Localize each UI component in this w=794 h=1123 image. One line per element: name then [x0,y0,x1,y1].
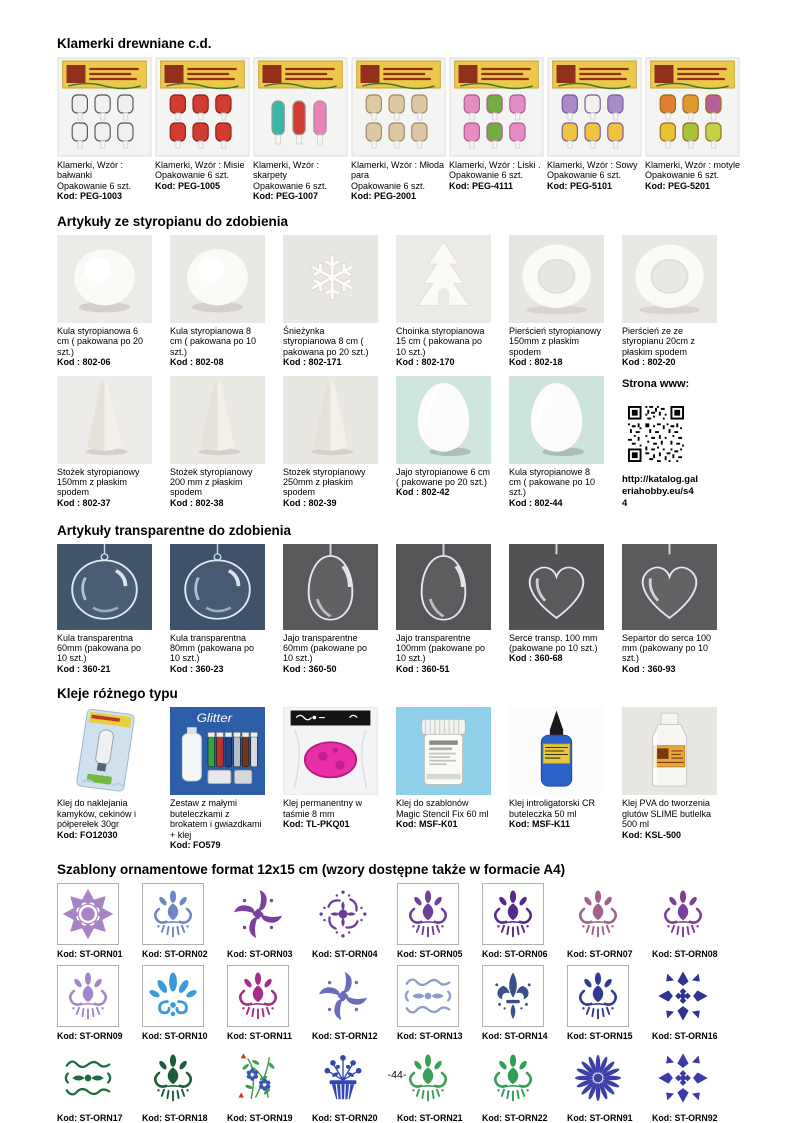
styropian-row2 [57,376,742,511]
stencil-item [397,883,482,959]
product-caption [283,633,378,675]
section-title-transparentne: Artykuły transparentne do zdobienia [57,522,292,538]
product-photo [283,707,378,795]
stencil-code: Kod: ST-ORN19 [227,1113,293,1123]
product-photo [622,235,717,323]
product-name: Klamerki, Wzór : Sowy [547,160,638,170]
stencil-image [227,965,289,1027]
transparent-photo [509,544,604,630]
stencil-item [227,883,312,959]
stencil-code: Kod: ST-ORN01 [57,949,123,960]
product-card [170,707,265,850]
product-caption [57,326,152,368]
product-code: Kod: PEG-4111 [449,180,514,191]
stencil-image [652,965,714,1027]
package-photo [547,57,642,157]
product-photo [547,57,642,157]
product-code: Kod : 802-38 [170,497,224,508]
product-card [283,235,378,368]
product-photo [283,544,378,630]
product-desc: Kula styropianowa 6 cm ( pakowana po 20 szt.) [57,325,144,357]
product-caption [396,326,491,368]
product-name: Klamerki, Wzór : motyle [645,160,741,170]
product-desc: Stożek styropianowy 200 mm z płaskim spodem [170,466,253,498]
product-desc: Stożek styropianowy 150mm z płaskim spodem [57,466,140,498]
stencil-code: Kod: ST-ORN92 [652,1113,718,1123]
product-card [509,707,604,829]
product-card [622,707,717,840]
product-code: Kod : 802-171 [283,357,342,368]
stencil-code: Kod: ST-ORN14 [482,1031,548,1042]
product-desc: Stożek styropianowy 250mm z płaskim spodem [283,466,366,498]
stencil-image [397,883,459,945]
stencil-item [482,965,567,1041]
product-caption [170,798,265,850]
stencil-item [142,883,227,959]
product-card [57,57,152,202]
product-caption [645,160,740,191]
product-code: Kod: PEG-1005 [155,180,221,191]
stencil-ornament-icon [145,968,201,1024]
stencil-code: Kod: ST-ORN22 [482,1113,548,1123]
stencil-item [652,1047,737,1123]
product-photo [449,57,544,157]
product-card [645,57,740,191]
stencil-image [312,883,374,945]
product-desc: Klej permanentny w taśmie 8 mm [283,798,363,819]
product-card [283,376,378,509]
product-card [622,544,717,675]
product-card [622,235,717,368]
product-code: Kod : 802-44 [509,497,563,508]
product-photo [351,57,446,157]
stencil-ornament-icon [60,968,116,1024]
kleje-grid [57,707,742,850]
package-photo [351,57,446,157]
product-desc: Zestaw z małymi buteleczkami z brokatem i gwiazdkami + klej [170,798,262,840]
product-desc: Klej do szablonów Magic Stencil Fix 60 ml [396,798,489,819]
product-caption [170,326,265,368]
product-photo [622,707,717,795]
product-desc: Kula styropianowe 8 cm ( pakowane po 10 szt.) [509,466,596,498]
product-desc: Jajo transparentne 60mm (pakowane po 10 szt.) [283,632,368,664]
stencil-item [397,1047,482,1123]
styrofoam-photo [396,235,491,323]
blue-bottle-photo [509,707,604,795]
clear-bottle-photo [622,707,717,795]
product-card [509,376,604,509]
product-photo [622,544,717,630]
product-desc: Klej PVA do tworzenia glutów SLIME butlelka 500 ml [622,798,712,830]
svg-text:Glitter: Glitter [196,710,233,726]
product-photo [509,544,604,630]
product-pack: Opakowanie 6 szt. [155,170,230,181]
product-name: Klamerki, Wzór : skarpety [253,160,320,181]
product-photo [396,235,491,323]
stencil-ornament-icon [485,968,541,1024]
product-code: Kod: PEG-1003 [57,191,123,202]
product-caption [283,467,378,509]
product-code: Kod : 802-20 [622,357,676,368]
product-photo [170,544,265,630]
product-card [155,57,250,191]
jar-photo [396,707,491,795]
product-code: Kod : 802-06 [57,357,111,368]
stencil-item [57,883,142,959]
stencil-image [482,883,544,945]
product-code: Kod : 802-39 [283,497,337,508]
stencil-item [652,883,737,959]
product-card [396,376,491,498]
product-photo [170,235,265,323]
stencil-ornament-icon [60,886,116,942]
product-code: Kod : 360-68 [509,653,563,664]
product-card [509,544,604,664]
product-code: Kod: PEG-1007 [253,191,319,202]
stencil-ornament-icon [655,886,711,942]
stencil-item [312,883,397,959]
stencil-image [567,883,629,945]
stencil-ornament-icon [315,886,371,942]
stencil-image [142,883,204,945]
product-pack: Opakowanie 6 szt. [253,180,328,191]
product-caption [449,160,544,191]
stencil-item [312,1047,397,1123]
product-code: Kod: MSF-K11 [509,819,571,830]
product-pack: Opakowanie 6 szt. [547,170,622,181]
stencil-item [57,965,142,1041]
styrofoam-photo [622,235,717,323]
www-block [622,376,717,511]
package-photo [57,57,152,157]
product-desc: Śnieżynka styropianowa 8 cm ( pakowana po 20 szt.) [283,325,369,357]
product-desc: Kula styropianowa 8 cm ( pakowana po 10 szt.) [170,325,257,357]
stencil-code: Kod: ST-ORN11 [227,1031,293,1042]
product-name: Klamerki, Wzór : bałwanki [57,160,124,181]
section-title-kleje: Kleje różnego typu [57,686,178,702]
section-klamerki [57,36,742,202]
product-code: Kod : 802-42 [396,487,450,498]
stencil-item [567,1047,652,1123]
stencil-ornament-icon [230,886,286,942]
glitter-set-photo [170,707,265,795]
stencil-item [227,1047,312,1123]
section-szablony [57,862,742,1123]
stencil-code: Kod: ST-ORN20 [312,1113,378,1123]
stencil-code: Kod: ST-ORN13 [397,1031,463,1042]
styrofoam-photo [509,235,604,323]
product-code: Kod: KSL-500 [622,829,682,840]
stencil-ornament-icon [145,886,201,942]
product-photo [509,235,604,323]
stencil-code: Kod: ST-ORN05 [397,949,463,960]
product-photo [253,57,348,157]
product-caption [509,467,604,509]
stencil-code: Kod: ST-ORN12 [312,1031,378,1042]
product-photo [396,544,491,630]
product-desc: Klej introligatorski CR buteleczka 50 ml [509,798,596,819]
package-photo [449,57,544,157]
product-code: Kod: PEG-5201 [645,180,711,191]
product-caption [170,633,265,675]
stencil-code: Kod: ST-ORN10 [142,1031,208,1042]
product-code: Kod: TL-PKQ01 [283,819,350,830]
stencil-code: Kod: ST-ORN08 [652,949,718,960]
product-desc: Jajo transparentne 100mm (pakowane po 10 szt.) [396,632,486,664]
section-title-szablony: Szablony ornamentowe format 12x15 cm (wzory dostępne także w formacie A4) [57,862,566,878]
product-desc: Separtor do serca 100 mm (pakowany po 10 szt.) [622,632,712,664]
stencil-ornament-icon [230,968,286,1024]
stencil-image [397,965,459,1027]
product-caption [57,160,152,202]
stencil-ornament-icon [400,886,456,942]
product-photo [283,376,378,464]
product-photo [509,707,604,795]
product-photo [57,57,152,157]
product-card [449,57,544,191]
product-code: Kod: PEG-5101 [547,180,613,191]
section-title-klamerki: Klamerki drewniane c.d. [57,36,212,51]
product-caption [283,798,378,829]
product-photo [155,57,250,157]
product-caption [622,633,717,675]
stencil-image [482,965,544,1027]
styropian-grid-row1 [57,235,742,368]
styrofoam-photo [509,376,604,464]
product-caption [57,633,152,675]
stencil-code: Kod: ST-ORN09 [57,1031,123,1042]
product-code: Kod: FO12030 [57,829,118,840]
section-transparentne [57,523,742,675]
stencil-ornament-icon [485,886,541,942]
package-photo [253,57,348,157]
www-url: http://katalog.galeriahobby.eu/s44 [622,473,698,510]
blister-photo [57,707,152,795]
stencil-image [312,965,374,1027]
styrofoam-photo [283,376,378,464]
product-caption [170,467,265,509]
styrofoam-photo [170,235,265,323]
product-photo [170,376,265,464]
product-code: Kod: FO579 [170,840,221,851]
product-card [253,57,348,202]
product-photo [509,376,604,464]
product-caption [396,798,491,829]
stencil-ornament-icon [315,968,371,1024]
stencil-image [142,965,204,1027]
stencil-item [567,883,652,959]
product-caption [622,798,717,840]
product-card [170,544,265,675]
product-code: Kod: MSF-K01 [396,819,458,830]
stencil-image [652,883,714,945]
package-photo [155,57,250,157]
product-card [57,376,152,509]
stencil-item [652,965,737,1041]
stencil-code: Kod: ST-ORN04 [312,949,378,960]
product-card [170,235,265,368]
product-card [351,57,446,202]
product-caption [155,160,250,191]
product-pack: Opakowanie 6 szt. [351,180,426,191]
product-caption [57,467,152,509]
product-code: Kod : 360-50 [283,663,337,674]
product-caption [509,798,604,829]
stencil-row-3 [57,1047,742,1123]
tape-photo [283,707,378,795]
product-code: Kod : 360-23 [170,663,224,674]
product-desc: Pierścień styropianowy 150mm z płaskim spodem [509,325,602,357]
product-caption [57,798,152,840]
stencil-code: Kod: ST-ORN02 [142,949,208,960]
product-pack: Opakowanie 6 szt. [645,170,720,181]
stencil-code: Kod: ST-ORN15 [567,1031,633,1042]
product-caption [509,326,604,368]
product-photo [283,235,378,323]
product-caption [396,633,491,675]
transparent-photo [622,544,717,630]
stencil-item [142,965,227,1041]
stencil-item [57,1047,142,1123]
styrofoam-photo [396,376,491,464]
transparentne-grid [57,544,742,675]
product-card [283,544,378,675]
product-card [170,376,265,509]
stencil-ornament-icon [570,886,626,942]
product-desc: Kula transparentna 80mm (pakowana po 10 szt.) [170,632,255,664]
stencil-item [482,1047,567,1123]
section-title-styropian: Artykuły ze styropianu do zdobienia [57,213,289,229]
transparent-photo [396,544,491,630]
page-number: -44- [387,1069,407,1081]
product-desc: Kula transparentna 60mm (pakowana po 10 szt.) [57,632,142,664]
product-caption [253,160,348,202]
product-card [509,235,604,368]
stencil-item [312,965,397,1041]
stencil-row-2 [57,965,742,1041]
product-card [57,235,152,368]
transparent-photo [57,544,152,630]
product-desc: Serce transp. 100 mm (pakowane po 10 szt.) [509,632,598,653]
product-card [57,544,152,675]
stencil-code: Kod: ST-ORN17 [57,1113,123,1123]
styrofoam-photo [283,235,378,323]
product-name: Klamerki, Wzór : Młoda para [351,160,445,181]
product-desc: Klej do naklejania kamyków, cekinów i półperełek 30gr [57,798,137,830]
stencil-code: Kod: ST-ORN07 [567,949,633,960]
product-pack: Opakowanie 6 szt. [57,180,132,191]
product-photo [645,57,740,157]
product-card [396,544,491,675]
stencil-ornament-icon [655,968,711,1024]
product-caption [351,160,446,202]
stencil-item [482,883,567,959]
product-card [57,707,152,840]
product-caption [396,467,491,498]
stencil-item [227,965,312,1041]
stencil-code: Kod: ST-ORN91 [567,1113,633,1123]
stencil-code: Kod: ST-ORN16 [652,1031,718,1042]
product-code: Kod : 360-51 [396,663,450,674]
product-caption [622,326,717,368]
product-desc: Jajo styropianowe 6 cm ( pakowane po 20 szt.) [396,466,491,487]
product-caption [283,326,378,368]
product-desc: Choinka styropianowa 15 cm ( pakowana po 10 szt.) [396,325,485,357]
product-card [396,235,491,368]
product-photo [57,707,152,795]
stencil-ornament-icon [570,968,626,1024]
product-caption [547,160,642,191]
styrofoam-photo [57,235,152,323]
stencil-code: Kod: ST-ORN06 [482,949,548,960]
product-code: Kod : 802-08 [170,357,224,368]
section-kleje [57,686,742,850]
klamerki-grid [57,57,742,202]
styrofoam-photo [170,376,265,464]
section-styropian [57,214,742,511]
stencil-code: Kod: ST-ORN03 [227,949,293,960]
stencil-image [57,965,119,1027]
product-photo [396,707,491,795]
product-code: Kod: PEG-2001 [351,191,417,202]
stencil-image [57,883,119,945]
stencil-image [227,883,289,945]
transparent-photo [283,544,378,630]
product-caption [509,633,604,664]
package-photo [645,57,740,157]
stencil-item [397,965,482,1041]
stencil-image [567,965,629,1027]
product-name: Klamerki, Wzór : Liski . [449,160,541,170]
product-pack: Opakowanie 6 szt. [449,170,524,181]
stencil-code: Kod: ST-ORN18 [142,1113,208,1123]
www-label: Strona www: [622,377,690,390]
product-photo [396,376,491,464]
qr-code-icon [628,406,684,462]
product-photo [57,544,152,630]
product-name: Klamerki, Wzór : Misie [155,160,245,170]
product-photo [57,376,152,464]
stencil-row-1 [57,883,742,959]
product-desc: Pierścień ze ze styropianu 20cm z płaskim spodem [622,325,696,357]
transparent-photo [170,544,265,630]
product-card [547,57,642,191]
product-card [283,707,378,829]
product-photo [170,707,265,795]
product-code: Kod : 802-18 [509,357,563,368]
product-code: Kod : 360-93 [622,663,676,674]
styropian-grid-row2 [57,376,604,511]
product-code: Kod : 802-170 [396,357,455,368]
stencil-ornament-icon [400,968,456,1024]
product-code: Kod : 360-21 [57,663,111,674]
product-code: Kod : 802-37 [57,497,111,508]
stencil-item [567,965,652,1041]
product-photo [57,235,152,323]
svg-text:❄: ❄ [304,244,361,314]
stencil-code: Kod: ST-ORN21 [397,1113,463,1123]
product-card [396,707,491,829]
stencil-item [142,1047,227,1123]
styrofoam-photo [57,376,152,464]
